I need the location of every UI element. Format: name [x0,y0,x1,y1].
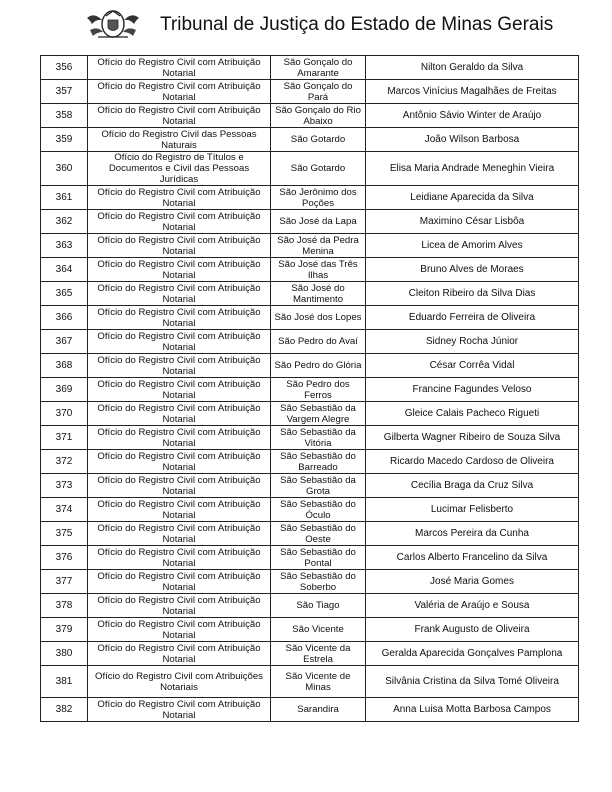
row-number: 365 [41,282,88,306]
office-name: Ofício do Registro Civil com Atribuição Notarial [88,330,271,354]
registrant-name: Leidiane Aparecida da Silva [366,186,579,210]
office-name: Ofício do Registro Civil com Atribuição Notarial [88,642,271,666]
row-number: 373 [41,474,88,498]
office-name: Ofício do Registro Civil com Atribuição Notarial [88,618,271,642]
row-number: 369 [41,378,88,402]
row-number: 366 [41,306,88,330]
office-name: Ofício do Registro Civil com Atribuição Notarial [88,698,271,722]
office-name: Ofício do Registro Civil com Atribuição Notarial [88,210,271,234]
row-number: 361 [41,186,88,210]
office-name: Ofício do Registro Civil com Atribuição Notarial [88,402,271,426]
table-row [41,234,579,258]
row-number: 375 [41,522,88,546]
city-name: São Vicente da Estrela [271,642,366,666]
registrant-name: Nilton Geraldo da Silva [366,56,579,80]
registrant-name: José Maria Gomes [366,570,579,594]
table-row [41,474,579,498]
table-row [41,56,579,80]
row-number: 360 [41,152,88,186]
office-name: Ofício do Registro Civil com Atribuição Notarial [88,306,271,330]
table-row [41,642,579,666]
row-number: 380 [41,642,88,666]
table-row [41,546,579,570]
office-name: Ofício do Registro Civil com Atribuição Notarial [88,80,271,104]
city-name: São Sebastião da Vargem Alegre [271,402,366,426]
page-title: Tribunal de Justiça do Estado de Minas Gerais [160,14,554,35]
row-number: 368 [41,354,88,378]
office-name: Ofício do Registro Civil com Atribuição Notarial [88,474,271,498]
row-number: 359 [41,128,88,152]
row-number: 381 [41,666,88,698]
row-number: 382 [41,698,88,722]
city-name: São Gonçalo do Amarante [271,56,366,80]
registrant-name: Carlos Alberto Francelino da Silva [366,546,579,570]
registrant-name: Gilberta Wagner Ribeiro de Souza Silva [366,426,579,450]
registrant-name: Bruno Alves de Moraes [366,258,579,282]
table-row [41,104,579,128]
table-row [41,570,579,594]
table-row [41,210,579,234]
office-name: Ofício do Registro Civil com Atribuição Notarial [88,282,271,306]
registrant-name: Antônio Sávio Winter de Araújo [366,104,579,128]
row-number: 356 [41,56,88,80]
registrant-name: Eduardo Ferreira de Oliveira [366,306,579,330]
table-row [41,378,579,402]
city-name: São Gotardo [271,128,366,152]
city-name: São José das Três Ilhas [271,258,366,282]
registrant-name: Francine Fagundes Veloso [366,378,579,402]
city-name: São Pedro do Avaí [271,330,366,354]
table-row [41,522,579,546]
city-name: Sarandira [271,698,366,722]
row-number: 370 [41,402,88,426]
table-row [41,258,579,282]
office-name: Ofício do Registro Civil com Atribuição Notarial [88,258,271,282]
registrant-name: Silvânia Cristina da Silva Tomé Oliveira [366,666,579,698]
office-name: Ofício do Registro Civil com Atribuição Notarial [88,570,271,594]
row-number: 371 [41,426,88,450]
registrant-name: Licea de Amorim Alves [366,234,579,258]
office-name: Ofício do Registro Civil com Atribuição Notarial [88,426,271,450]
registrant-name: João Wilson Barbosa [366,128,579,152]
office-name: Ofício do Registro Civil com Atribuição Notarial [88,354,271,378]
table-row [41,306,579,330]
registry-table [40,55,579,722]
city-name: São Sebastião do Pontal [271,546,366,570]
city-name: São Tiago [271,594,366,618]
row-number: 357 [41,80,88,104]
table-row [41,450,579,474]
table-row [41,666,579,698]
row-number: 376 [41,546,88,570]
city-name: São Gonçalo do Rio Abaixo [271,104,366,128]
row-number: 358 [41,104,88,128]
city-name: São Jerônimo dos Poções [271,186,366,210]
table-row [41,426,579,450]
office-name: Ofício do Registro Civil com Atribuição Notarial [88,546,271,570]
table-row [41,402,579,426]
registrant-name: Lucimar Felisberto [366,498,579,522]
coat-of-arms-icon [84,6,142,40]
office-name: Ofício do Registro Civil com Atribuição Notarial [88,522,271,546]
table-row [41,618,579,642]
city-name: São Sebastião da Grota [271,474,366,498]
row-number: 362 [41,210,88,234]
city-name: São Sebastião da Vitória [271,426,366,450]
row-number: 374 [41,498,88,522]
city-name: São Sebastião do Óculo [271,498,366,522]
city-name: São Vicente [271,618,366,642]
registrant-name: Cecília Braga da Cruz Silva [366,474,579,498]
office-name: Ofício do Registro Civil com Atribuição Notarial [88,594,271,618]
registrant-name: Elisa Maria Andrade Meneghin Vieira [366,152,579,186]
office-name: Ofício do Registro de Títulos e Documentos e Civil das Pessoas Jurídicas [88,152,271,186]
row-number: 367 [41,330,88,354]
city-name: São Sebastião do Barreado [271,450,366,474]
row-number: 379 [41,618,88,642]
office-name: Ofício do Registro Civil com Atribuição Notarial [88,450,271,474]
table-row [41,354,579,378]
office-name: Ofício do Registro Civil com Atribuição Notarial [88,498,271,522]
table-row [41,128,579,152]
table-row [41,80,579,104]
row-number: 363 [41,234,88,258]
table-row [41,152,579,186]
table-row [41,282,579,306]
table-row [41,698,579,722]
city-name: São Sebastião do Soberbo [271,570,366,594]
office-name: Ofício do Registro Civil com Atribuição Notarial [88,234,271,258]
registrant-name: Ricardo Macedo Cardoso de Oliveira [366,450,579,474]
registrant-name: Gleice Calais Pacheco Rigueti [366,402,579,426]
registrant-name: Cleiton Ribeiro da Silva Dias [366,282,579,306]
city-name: São Pedro dos Ferros [271,378,366,402]
city-name: São Sebastião do Oeste [271,522,366,546]
registrant-name: Sidney Rocha Júnior [366,330,579,354]
city-name: São Vicente de Minas [271,666,366,698]
row-number: 378 [41,594,88,618]
registrant-name: Marcos Vinícius Magalhães de Freitas [366,80,579,104]
registrant-name: Valéria de Araújo e Sousa [366,594,579,618]
city-name: São José da Pedra Menina [271,234,366,258]
registrant-name: Marcos Pereira da Cunha [366,522,579,546]
row-number: 377 [41,570,88,594]
registrant-name: César Corrêa Vidal [366,354,579,378]
city-name: São José da Lapa [271,210,366,234]
registrant-name: Anna Luisa Motta Barbosa Campos [366,698,579,722]
city-name: São Pedro do Glória [271,354,366,378]
page-header [84,6,554,40]
row-number: 372 [41,450,88,474]
office-name: Ofício do Registro Civil com Atribuição Notarial [88,378,271,402]
table-row [41,594,579,618]
city-name: São José do Mantimento [271,282,366,306]
table-row [41,330,579,354]
registrant-name: Geralda Aparecida Gonçalves Pamplona [366,642,579,666]
row-number: 364 [41,258,88,282]
table-row [41,498,579,522]
office-name: Ofício do Registro Civil com Atribuição Notarial [88,104,271,128]
office-name: Ofício do Registro Civil das Pessoas Naturais [88,128,271,152]
table-row [41,186,579,210]
city-name: São José dos Lopes [271,306,366,330]
registrant-name: Maximino César Lisbôa [366,210,579,234]
office-name: Ofício do Registro Civil com Atribuição Notarial [88,186,271,210]
city-name: São Gonçalo do Pará [271,80,366,104]
city-name: São Gotardo [271,152,366,186]
office-name: Ofício do Registro Civil com Atribuições Notariais [88,666,271,698]
office-name: Ofício do Registro Civil com Atribuição Notarial [88,56,271,80]
registrant-name: Frank Augusto de Oliveira [366,618,579,642]
